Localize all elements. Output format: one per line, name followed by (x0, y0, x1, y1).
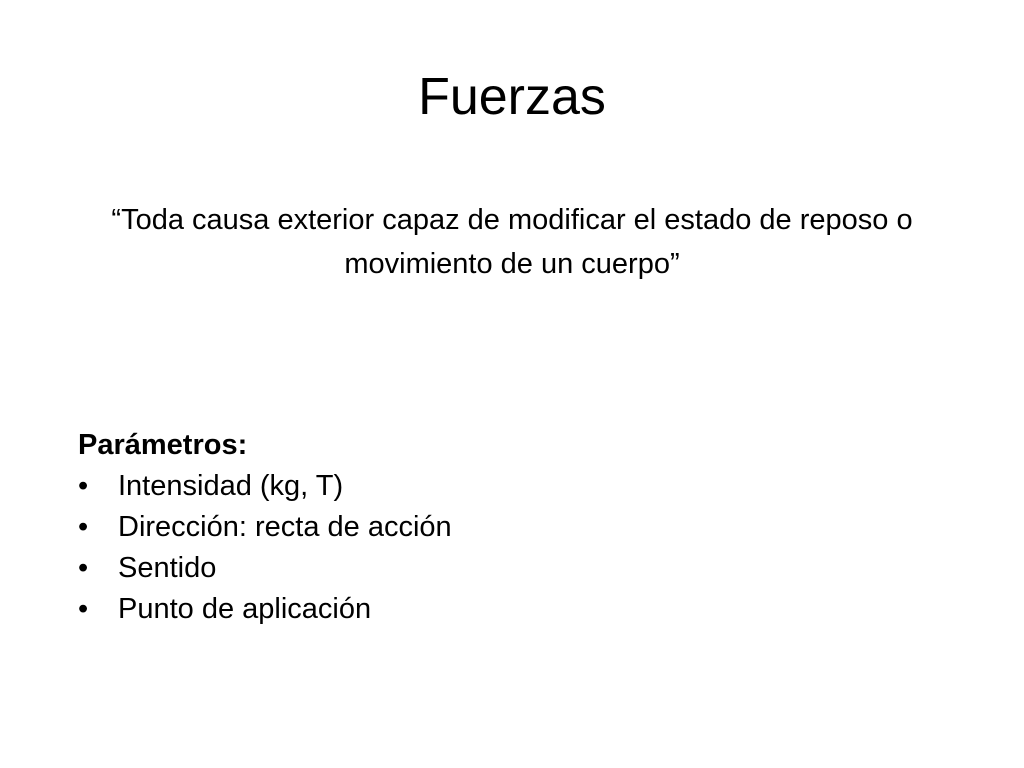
parameters-list (78, 466, 778, 630)
list-item (78, 589, 778, 630)
parameters-heading: Parámetros: (78, 429, 248, 461)
list-item (78, 548, 778, 589)
bullet-icon: • (78, 470, 89, 502)
parameters-section (78, 424, 778, 630)
bullet-icon: • (78, 593, 89, 625)
list-item-text: Punto de aplicación (118, 593, 372, 625)
list-item (78, 466, 778, 507)
list-item (78, 507, 778, 548)
definition-quote: “Toda causa exterior capaz de modificar el estado de reposo o movimiento de un cuerpo” (111, 204, 913, 280)
list-item-text: Sentido (118, 552, 217, 584)
list-item-text: Intensidad (kg, T) (118, 470, 344, 502)
bullet-icon: • (78, 552, 89, 584)
slide-title: Fuerzas (418, 68, 606, 126)
bullet-icon: • (78, 511, 89, 543)
list-item-text: Dirección: recta de acción (118, 511, 452, 543)
